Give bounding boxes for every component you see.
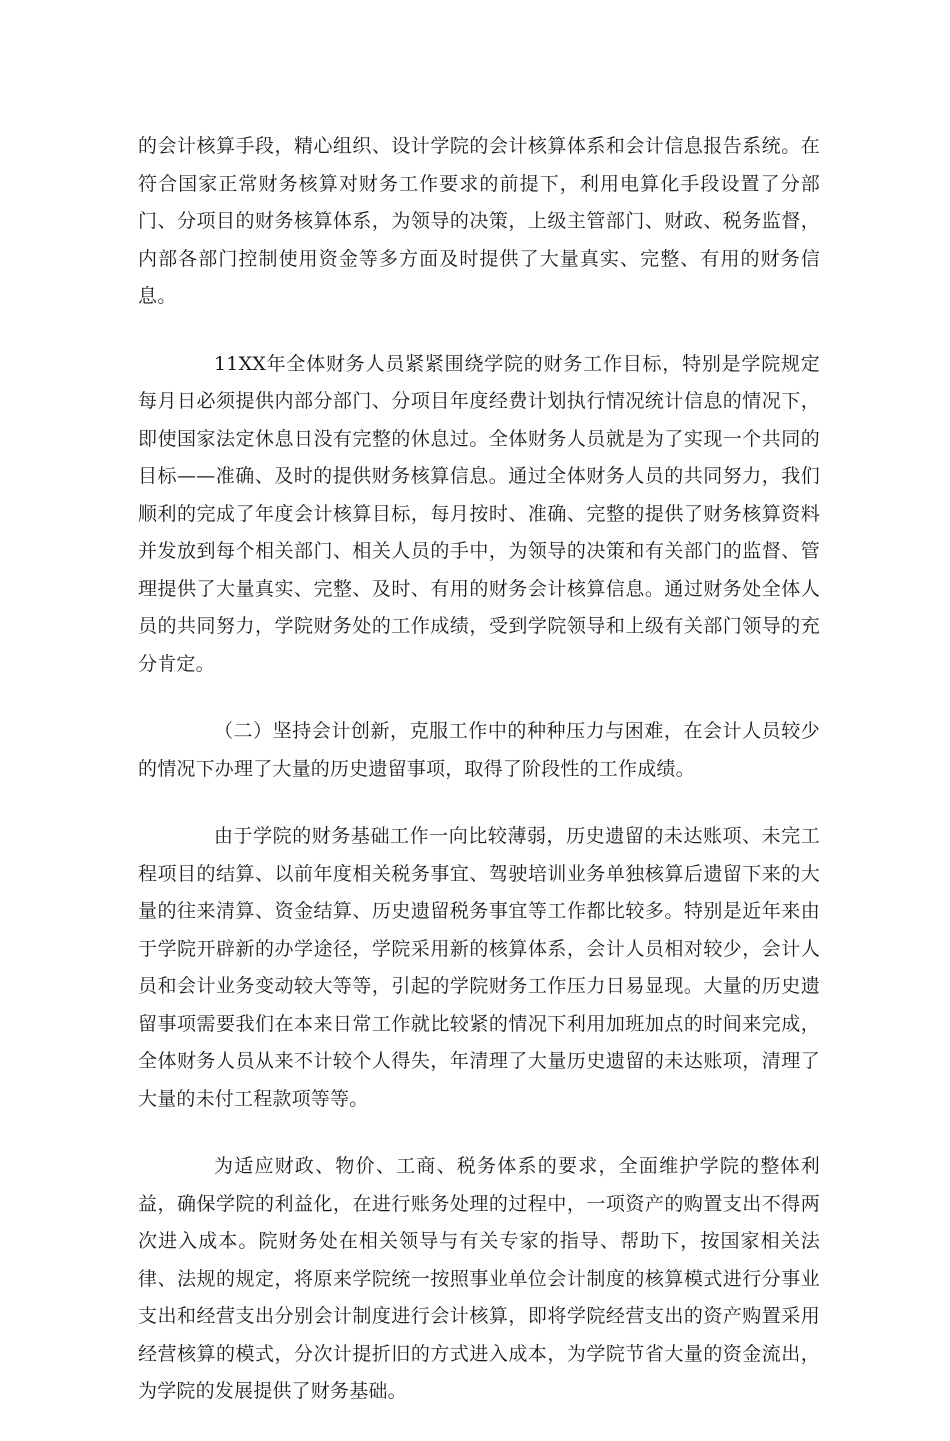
paragraph-3-section-heading: （二）坚持会计创新，克服工作中的种种压力与困难，在会计人员较少的情况下办理了大量的历史遗留事项，取得了阶段性的工作成绩。 bbox=[138, 720, 820, 780]
paragraph-5: 为适应财政、物价、工商、税务体系的要求，全面维护学院的整体利益，确保学院的利益化，在进行账务处理的过程中，一项资产的购置支出不得两次进入成本。院财务处在相关领导与有关专家的指导、帮助下，按国家相关法律、法规的规定，将原来学院统一按照事业单位会计制度的核算模式进行分事业支出和经营支出分别会计制度进行会计核算，即将学院经营支出的资产购置采用经营核算的模式，分次计提折旧的方式进入成本，为学院节省大量的资金流出，为学院的发展提供了财务基础。 bbox=[138, 1155, 820, 1402]
paragraph-4: 由于学院的财务基础工作一向比较薄弱，历史遗留的未达账项、未完工程项目的结算、以前年度相关税务事宜、驾驶培训业务单独核算后遗留下来的大量的往来清算、资金结算、历史遗留税务事宜等工作都比较多。特别是近年来由于学院开辟新的办学途径，学院采用新的核算体系，会计人员相对较少，会计人员和会计业务变动较大等等，引起的学院财务工作压力日易显现。大量的历史遗留事项需要我们在本来日常工作就比较紧的情况下利用加班加点的时间来完成，全体财务人员从来不计较个人得失，年清理了大量历史遗留的未达账项，清理了大量的未付工程款项等等。 bbox=[138, 825, 820, 1110]
paragraph-2: 11XX年全体财务人员紧紧围绕学院的财务工作目标，特别是学院规定每月日必须提供内部分部门、分项目年度经费计划执行情况统计信息的情况下，即使国家法定休息日没有完整的休息过。全体财务人员就是为了实现一个共同的目标——准确、及时的提供财务核算信息。通过全体财务人员的共同努力，我们顺利的完成了年度会计核算目标，每月按时、准确、完整的提供了财务核算资料并发放到每个相关部门、相关人员的手中，为领导的决策和有关部门的监督、管理提供了大量真实、完整、及时、有用的财务会计核算信息。通过财务处全体人员的共同努力，学院财务处的工作成绩，受到学院领导和上级有关部门领导的充分肯定。 bbox=[138, 352, 820, 675]
document-body bbox=[138, 128, 820, 1441]
paragraph-1: 的会计核算手段，精心组织、设计学院的会计核算体系和会计信息报告系统。在符合国家正常财务核算对财务工作要求的前提下，利用电算化手段设置了分部门、分项目的财务核算体系，为领导的决策，上级主管部门、财政、税务监督，内部各部门控制使用资金等多方面及时提供了大量真实、完整、有用的财务信息。 bbox=[138, 135, 820, 307]
